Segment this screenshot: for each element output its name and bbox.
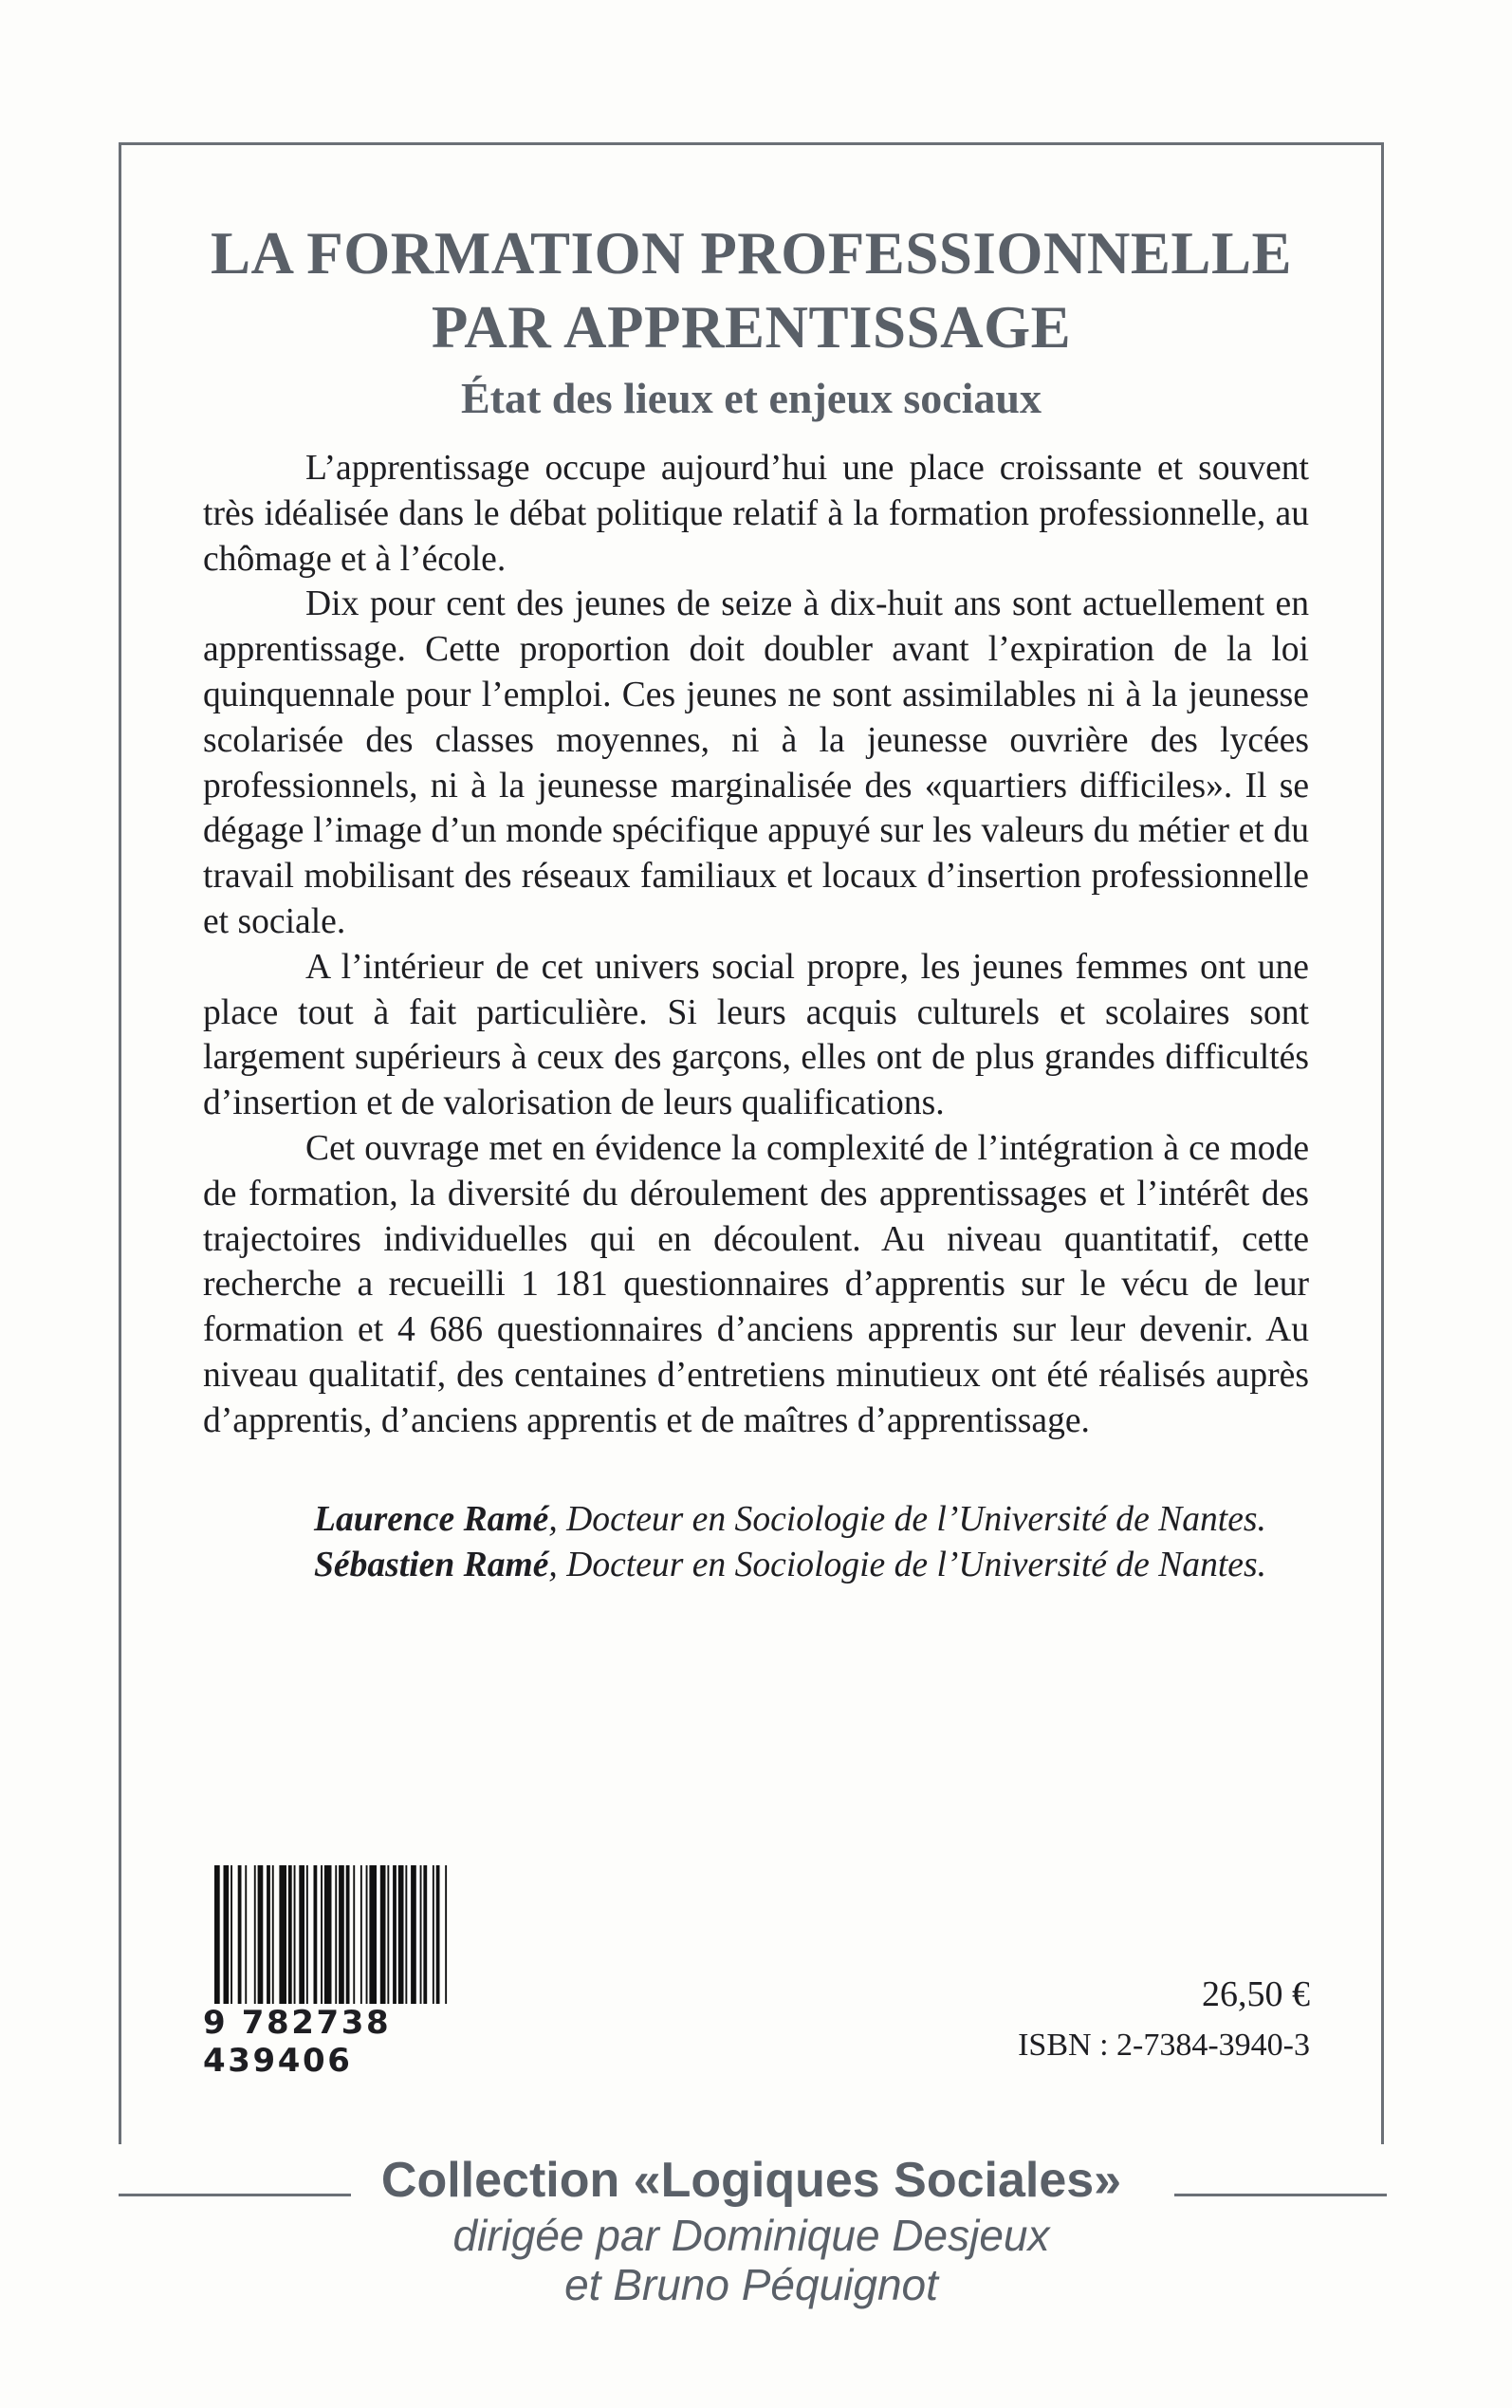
barcode-bar — [353, 1865, 355, 2008]
barcode — [201, 1865, 505, 2080]
blurb-paragraph-3: A l’intérieur de cet univers social propre, les jeunes femmes ont une place tout à fait particulière. Si leurs acquis culturels et scolaires sont largement supérieurs à ceux des garçons, elles ont de plus grandes difficultés d’insertion et de valorisation de leurs qualifications. — [203, 947, 1309, 1123]
barcode-bar — [436, 1865, 440, 2008]
barcode-bar — [423, 1865, 427, 2008]
author-1-description: , Docteur en Sociologie de l’Université de Nantes. — [548, 1500, 1266, 1539]
barcode-bar — [387, 1865, 389, 2008]
barcode-bar — [405, 1865, 407, 2008]
barcode-bar — [245, 1865, 247, 2008]
author-1-name: Laurence Ramé — [314, 1500, 549, 1539]
title-block — [119, 216, 1384, 427]
barcode-bar — [299, 1865, 304, 2008]
barcode-bar — [306, 1865, 308, 2008]
authors-block — [203, 1497, 1309, 1587]
barcode-bar — [238, 1865, 242, 2008]
author-2-name: Sébastien Ramé — [314, 1545, 549, 1584]
barcode-bar — [398, 1865, 404, 2008]
book-title-line2: PAR APPRENTISSAGE — [431, 294, 1072, 361]
author-2 — [203, 1543, 1309, 1588]
isbn: ISBN : 2-7384-3940-3 — [1018, 2028, 1310, 2063]
barcode-bar — [360, 1865, 362, 2008]
blurb-paragraph-2: Dix pour cent des jeunes de seize à dix-huit ans sont actuellement en apprentissage. Cette proportion doit doubler avant l’expiration de la loi quinquennale pour l’emploi. Ces jeunes ne sont assimilables ni à la jeunesse scolarisée des classes moyennes, ni à la jeunesse ouvrière des lycées professionnels, ni à la jeunesse marginalisée des «quartiers difficiles». Il se dégage l’image d’un monde spécifique appuyé sur les valeurs du métier et du travail mobilisant des réseaux familiaux et locaux d’insertion professionnelle et sociale. — [203, 584, 1309, 941]
barcode-bar — [346, 1865, 350, 2008]
barcode-bar — [267, 1865, 270, 2008]
collection-editors-line1: dirigée par Dominique Desjeux — [452, 2211, 1050, 2260]
book-title-line1: LA FORMATION PROFESSIONNELLE — [210, 220, 1292, 287]
barcode-bar — [279, 1865, 286, 2008]
barcode-bar — [433, 1865, 434, 2008]
blurb — [203, 446, 1309, 1444]
price: 26,50 € — [1202, 1974, 1310, 2014]
barcode-bar — [254, 1865, 256, 2008]
barcode-bar — [324, 1865, 332, 2008]
author-1 — [203, 1497, 1309, 1543]
barcode-bar — [420, 1865, 422, 2008]
barcode-bar — [380, 1865, 386, 2008]
barcode-bar — [411, 1865, 416, 2008]
barcode-bar — [321, 1865, 323, 2008]
barcode-bar — [272, 1865, 274, 2008]
blurb-paragraph-4: Cet ouvrage met en évidence la complexité de l’intégration à ce mode de formation, la diversité du déroulement des apprentissages et l’intérêt des trajectoires individuelles qui en découlent. Au niveau quantitatif, cette recherche a recueilli 1 181 questionnaires d’apprentis sur le vécu de leur formation et 4 686 questionnaires d’anciens apprentis sur leur devenir. Au niveau qualitatif, des centaines d’entretiens minutieux ont été réalisés auprès d’apprentis, d’anciens apprentis et de maîtres d’apprentissage. — [203, 1128, 1309, 1440]
barcode-bar — [314, 1865, 318, 2008]
barcode-bar — [294, 1865, 296, 2008]
book-subtitle: État des lieux et enjeux sociaux — [460, 374, 1042, 422]
barcode-bar — [230, 1865, 232, 2008]
barcode-bar — [258, 1865, 264, 2008]
author-2-description: , Docteur en Sociologie de l’Université de Nantes. — [548, 1545, 1266, 1584]
barcode-bar — [366, 1865, 368, 2008]
blurb-paragraph-1: L’apprentissage occupe aujourd’hui une place croissante et souvent très idéalisée dans le débat politique relatif à la formation professionnelle, au chômage et à l’école. — [203, 449, 1309, 579]
barcode-digits: 9 782738 439406 — [201, 2004, 507, 2080]
collection-title: Collection «Logiques Sociales» — [380, 2153, 1122, 2208]
barcode-bar — [369, 1865, 377, 2008]
barcode-bar — [393, 1865, 396, 2008]
barcode-bar — [288, 1865, 292, 2008]
collection-editors-line2: et Bruno Péquignot — [564, 2260, 938, 2309]
